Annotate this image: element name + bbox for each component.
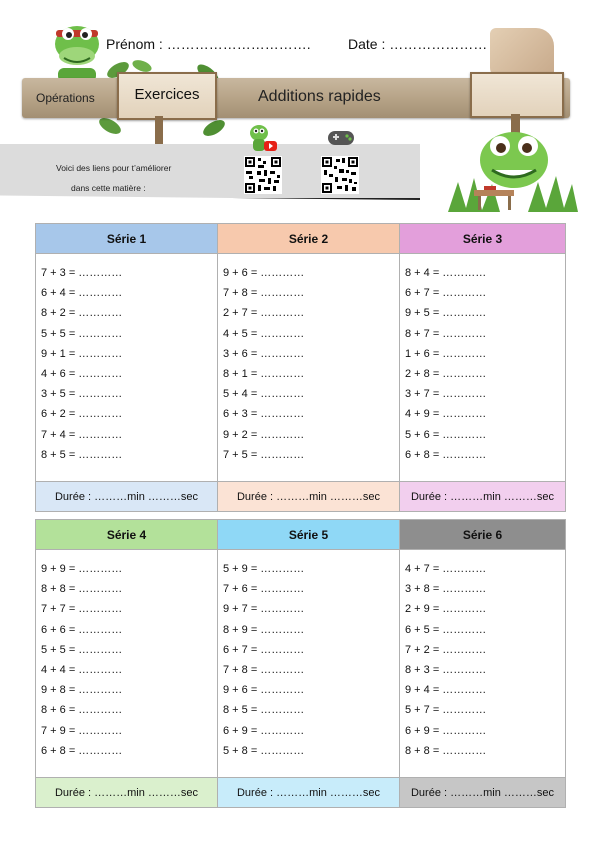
series-exercises xyxy=(400,254,566,482)
addition-line[interactable]: 8 + 2 = ………… xyxy=(41,307,123,320)
duration-field[interactable]: Durée : ………min ………sec xyxy=(400,482,566,512)
addition-line[interactable]: 6 + 7 = ………… xyxy=(405,287,487,300)
addition-line[interactable]: 6 + 3 = ………… xyxy=(223,408,305,421)
addition-line[interactable]: 3 + 5 = ………… xyxy=(41,388,123,401)
addition-line[interactable]: 7 + 7 = ………… xyxy=(41,603,123,616)
addition-line[interactable]: 9 + 6 = ………… xyxy=(223,267,305,279)
series-exercises xyxy=(36,550,218,778)
exercices-label: Exercices xyxy=(134,86,200,103)
addition-line[interactable]: 4 + 7 = ………… xyxy=(405,563,487,575)
addition-line[interactable]: 5 + 7 = ………… xyxy=(405,704,487,717)
youtube-mascot-icon xyxy=(244,121,278,153)
addition-line[interactable]: 7 + 8 = ………… xyxy=(223,663,305,676)
addition-line[interactable]: 6 + 8 = ………… xyxy=(41,744,123,757)
series-exercises xyxy=(218,550,400,778)
addition-line[interactable]: 2 + 8 = ………… xyxy=(405,367,487,380)
addition-line[interactable]: 7 + 5 = ………… xyxy=(223,448,305,461)
series-header: Série 2 xyxy=(218,224,400,254)
series-table-bottom xyxy=(35,519,566,808)
addition-line[interactable]: 8 + 7 = ………… xyxy=(405,327,487,340)
links-line-2: dans cette matière : xyxy=(71,183,146,193)
addition-line[interactable]: 7 + 4 = ………… xyxy=(41,428,123,441)
addition-line[interactable]: 7 + 9 = ………… xyxy=(41,724,123,737)
sign-post xyxy=(155,116,163,146)
addition-line[interactable]: 2 + 9 = ………… xyxy=(405,603,487,616)
addition-line[interactable]: 7 + 8 = ………… xyxy=(223,287,305,300)
addition-line[interactable]: 6 + 9 = ………… xyxy=(223,724,305,737)
date-field[interactable]: Date : ………………… xyxy=(348,36,488,52)
addition-line[interactable]: 4 + 9 = ………… xyxy=(405,408,487,421)
addition-line[interactable]: 1 + 6 = ………… xyxy=(405,347,487,360)
duration-field[interactable]: Durée : ………min ………sec xyxy=(36,482,218,512)
links-text xyxy=(56,158,216,198)
addition-line[interactable]: 5 + 4 = ………… xyxy=(223,388,305,401)
addition-line[interactable]: 9 + 7 = ………… xyxy=(223,603,305,616)
addition-line[interactable]: 5 + 5 = ………… xyxy=(41,327,123,340)
addition-line[interactable]: 9 + 1 = ………… xyxy=(41,347,123,360)
addition-line[interactable]: 5 + 9 = ………… xyxy=(223,563,305,575)
addition-line[interactable]: 5 + 5 = ………… xyxy=(41,643,123,656)
exercices-sign xyxy=(117,72,217,120)
addition-line[interactable]: 3 + 6 = ………… xyxy=(223,347,305,360)
addition-line[interactable]: 8 + 8 = ………… xyxy=(405,744,487,757)
addition-line[interactable]: 7 + 2 = ………… xyxy=(405,643,487,656)
links-line-1: Voici des liens pour t’améliorer xyxy=(56,163,172,173)
addition-line[interactable]: 6 + 7 = ………… xyxy=(223,643,305,656)
operations-label: Opérations xyxy=(36,91,95,105)
addition-line[interactable]: 9 + 5 = ………… xyxy=(405,307,487,320)
duration-field[interactable]: Durée : ………min ………sec xyxy=(218,778,400,808)
addition-line[interactable]: 9 + 9 = ………… xyxy=(41,563,123,575)
addition-line[interactable]: 9 + 4 = ………… xyxy=(405,684,487,697)
gamepad-icon xyxy=(326,127,356,149)
addition-line[interactable]: 6 + 4 = ………… xyxy=(41,287,123,300)
crocodile-desk-mascot-icon xyxy=(448,112,578,220)
addition-line[interactable]: 6 + 6 = ………… xyxy=(41,623,123,636)
addition-line[interactable]: 8 + 9 = ………… xyxy=(223,623,305,636)
qr-code-icon[interactable] xyxy=(321,156,359,194)
addition-line[interactable]: 2 + 7 = ………… xyxy=(223,307,305,320)
addition-line[interactable]: 5 + 8 = ………… xyxy=(223,744,305,757)
addition-line[interactable]: 3 + 8 = ………… xyxy=(405,583,487,596)
series-header: Série 1 xyxy=(36,224,218,254)
addition-line[interactable]: 8 + 6 = ………… xyxy=(41,704,123,717)
series-header: Série 5 xyxy=(218,520,400,550)
addition-line[interactable]: 4 + 6 = ………… xyxy=(41,367,123,380)
addition-line[interactable]: 6 + 8 = ………… xyxy=(405,448,487,461)
series-header: Série 4 xyxy=(36,520,218,550)
duration-field[interactable]: Durée : ………min ………sec xyxy=(218,482,400,512)
page-title: Additions rapides xyxy=(258,88,381,105)
addition-line[interactable]: 9 + 6 = ………… xyxy=(223,684,305,697)
duration-field[interactable]: Durée : ………min ………sec xyxy=(36,778,218,808)
duration-field[interactable]: Durée : ………min ………sec xyxy=(400,778,566,808)
addition-line[interactable]: 6 + 5 = ………… xyxy=(405,623,487,636)
addition-line[interactable]: 8 + 5 = ………… xyxy=(223,704,305,717)
series-table-top xyxy=(35,223,566,512)
addition-line[interactable]: 8 + 1 = ………… xyxy=(223,367,305,380)
addition-line[interactable]: 7 + 3 = ………… xyxy=(41,267,123,279)
addition-line[interactable]: 3 + 7 = ………… xyxy=(405,388,487,401)
addition-line[interactable]: 6 + 2 = ………… xyxy=(41,408,123,421)
series-header: Série 3 xyxy=(400,224,566,254)
addition-line[interactable]: 6 + 9 = ………… xyxy=(405,724,487,737)
addition-line[interactable]: 5 + 6 = ………… xyxy=(405,428,487,441)
series-exercises xyxy=(36,254,218,482)
addition-line[interactable]: 9 + 8 = ………… xyxy=(41,684,123,697)
addition-line[interactable]: 4 + 5 = ………… xyxy=(223,327,305,340)
series-exercises xyxy=(218,254,400,482)
addition-line[interactable]: 8 + 3 = ………… xyxy=(405,663,487,676)
series-header: Série 6 xyxy=(400,520,566,550)
series-exercises xyxy=(400,550,566,778)
qr-code-icon[interactable] xyxy=(244,156,282,194)
addition-line[interactable]: 8 + 8 = ………… xyxy=(41,583,123,596)
addition-line[interactable]: 8 + 4 = ………… xyxy=(405,267,487,279)
addition-line[interactable]: 7 + 6 = ………… xyxy=(223,583,305,596)
addition-line[interactable]: 4 + 4 = ………… xyxy=(41,663,123,676)
addition-line[interactable]: 8 + 5 = ………… xyxy=(41,448,123,461)
prenom-field[interactable]: Prénom : …………………………. xyxy=(106,36,311,52)
addition-line[interactable]: 9 + 2 = ………… xyxy=(223,428,305,441)
